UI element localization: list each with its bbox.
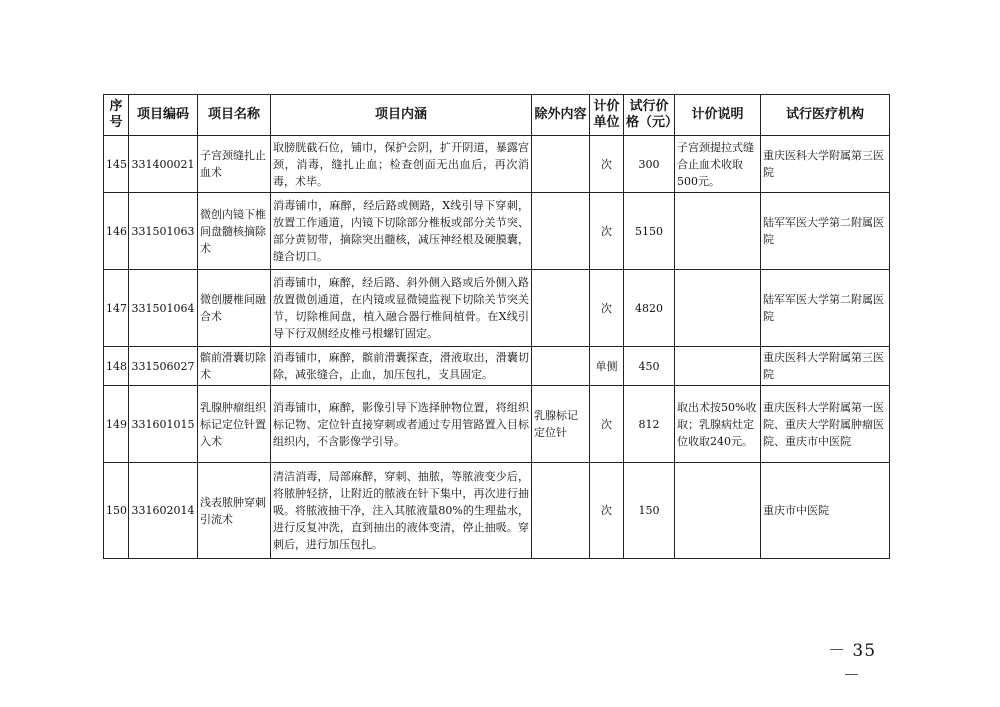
cell-exclusion: 乳腺标记定位针 bbox=[532, 386, 590, 463]
cell-exclusion bbox=[532, 193, 590, 270]
cell-price: 150 bbox=[624, 463, 675, 559]
cell-exclusion bbox=[532, 270, 590, 347]
cell-price: 5150 bbox=[624, 193, 675, 270]
cell-code: 331601015 bbox=[129, 386, 198, 463]
cell-content: 取膀胱截石位，铺巾，保护会阴，扩开阴道，暴露宫颈，消毒，缝扎止血；检查创面无出血后，再次消毒，术毕。 bbox=[271, 136, 532, 193]
cell-code: 331501064 bbox=[129, 270, 198, 347]
cell-exclusion bbox=[532, 463, 590, 559]
cell-name: 髌前滑囊切除术 bbox=[198, 347, 271, 386]
cell-no: 149 bbox=[104, 386, 129, 463]
cell-code: 331501063 bbox=[129, 193, 198, 270]
table-row bbox=[104, 463, 890, 559]
cell-price: 300 bbox=[624, 136, 675, 193]
price-table bbox=[103, 94, 890, 559]
cell-unit: 次 bbox=[590, 193, 624, 270]
table-row bbox=[104, 136, 890, 193]
cell-content: 清洁消毒，局部麻醉，穿刺、抽脓，等脓液变少后，将脓肿轻挤，让附近的脓液在针下集中，再次进行抽吸。将脓液抽干净，注入其脓液量80%的生理盐水，进行反复冲洗，直到抽出的液体变清，停止抽吸。穿刺后，进行加压包扎。 bbox=[271, 463, 532, 559]
cell-institution: 重庆市中医院 bbox=[761, 463, 890, 559]
cell-code: 331400021 bbox=[129, 136, 198, 193]
cell-note: 子宫颈提拉式缝合止血术收取500元。 bbox=[675, 136, 761, 193]
cell-note bbox=[675, 270, 761, 347]
cell-content: 消毒铺巾，麻醉，经后路或侧路，X线引导下穿刺，放置工作通道，内镜下切除部分椎板或部分关节突、部分黄韧带，摘除突出髓核，减压神经根及硬膜囊，缝合切口。 bbox=[271, 193, 532, 270]
cell-institution: 重庆医科大学附属第三医院 bbox=[761, 347, 890, 386]
page-number: － 35 － bbox=[827, 641, 877, 686]
cell-institution: 陆军军医大学第二附属医院 bbox=[761, 270, 890, 347]
cell-note: 取出术按50%收取；乳腺病灶定位收取240元。 bbox=[675, 386, 761, 463]
cell-no: 148 bbox=[104, 347, 129, 386]
cell-content: 消毒铺巾，麻醉，经后路、斜外侧入路或后外侧入路放置微创通道，在内镜或显微镜监视下切除关节突关节，切除椎间盘，植入融合器行椎间植骨。在X线引导下行双侧经皮椎弓根螺钉固定。 bbox=[271, 270, 532, 347]
cell-no: 145 bbox=[104, 136, 129, 193]
cell-note bbox=[675, 463, 761, 559]
cell-content: 消毒铺巾，麻醉，影像引导下选择肿物位置，将组织标记物、定位针直接穿刺或者通过专用管路置入目标组织内，不含影像学引导。 bbox=[271, 386, 532, 463]
cell-name: 子宫颈缝扎止血术 bbox=[198, 136, 271, 193]
cell-institution: 重庆医科大学附属第三医院 bbox=[761, 136, 890, 193]
cell-no: 147 bbox=[104, 270, 129, 347]
cell-unit: 次 bbox=[590, 136, 624, 193]
cell-name: 乳腺肿瘤组织标记定位针置入术 bbox=[198, 386, 271, 463]
header-unit: 计价单位 bbox=[590, 95, 624, 136]
cell-institution: 陆军军医大学第二附属医院 bbox=[761, 193, 890, 270]
cell-price: 450 bbox=[624, 347, 675, 386]
header-price: 试行价格（元） bbox=[624, 95, 675, 136]
table-row bbox=[104, 270, 890, 347]
cell-exclusion bbox=[532, 347, 590, 386]
header-code: 项目编码 bbox=[129, 95, 198, 136]
header-content: 项目内涵 bbox=[271, 95, 532, 136]
cell-code: 331506027 bbox=[129, 347, 198, 386]
cell-no: 150 bbox=[104, 463, 129, 559]
cell-unit: 次 bbox=[590, 270, 624, 347]
cell-unit: 单侧 bbox=[590, 347, 624, 386]
table-header-row bbox=[104, 95, 890, 136]
header-name: 项目名称 bbox=[198, 95, 271, 136]
cell-name: 微创内镜下椎间盘髓核摘除术 bbox=[198, 193, 271, 270]
cell-code: 331602014 bbox=[129, 463, 198, 559]
header-note: 计价说明 bbox=[675, 95, 761, 136]
header-no: 序号 bbox=[104, 95, 129, 136]
cell-name: 微创腰椎间融合术 bbox=[198, 270, 271, 347]
header-exclusion: 除外内容 bbox=[532, 95, 590, 136]
cell-unit: 次 bbox=[590, 463, 624, 559]
cell-note bbox=[675, 347, 761, 386]
cell-name: 浅表脓肿穿刺引流术 bbox=[198, 463, 271, 559]
cell-price: 4820 bbox=[624, 270, 675, 347]
header-institution: 试行医疗机构 bbox=[761, 95, 890, 136]
cell-exclusion bbox=[532, 136, 590, 193]
cell-note bbox=[675, 193, 761, 270]
table-row bbox=[104, 347, 890, 386]
cell-unit: 次 bbox=[590, 386, 624, 463]
cell-content: 消毒铺巾，麻醉，髌前滑囊探查，滑液取出，滑囊切除，减张缝合，止血，加压包扎，支具固定。 bbox=[271, 347, 532, 386]
cell-price: 812 bbox=[624, 386, 675, 463]
cell-institution: 重庆医科大学附属第一医院、重庆大学附属肿瘤医院、重庆市中医院 bbox=[761, 386, 890, 463]
table-row bbox=[104, 386, 890, 463]
cell-no: 146 bbox=[104, 193, 129, 270]
table-row bbox=[104, 193, 890, 270]
